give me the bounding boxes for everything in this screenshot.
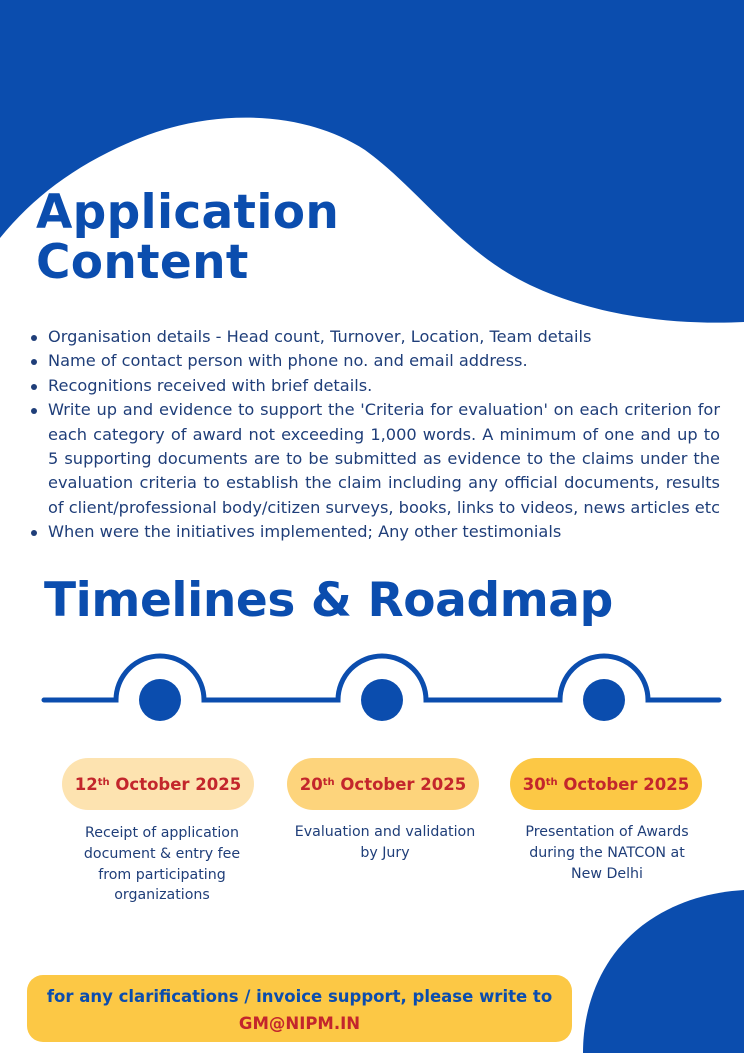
milestone-day-suffix: th	[97, 776, 110, 788]
milestone-description-2: Evaluation and validation by Jury	[294, 824, 476, 861]
milestone-month-year: October 2025	[563, 774, 690, 794]
milestone-day: 20	[299, 774, 323, 794]
milestone-date-badge-1	[62, 758, 254, 810]
timeline-title: Timelines & Roadmap	[44, 573, 613, 628]
list-item: Organisation details - Head count, Turnover, Location, Team details	[28, 325, 720, 349]
list-item: When were the initiatives implemented; Any other testimonials	[28, 520, 720, 544]
list-item: Write up and evidence to support the 'Criteria for evaluation' on each criterion for each category of award not exceeding 1,000 words. A minimum of one and up to 5 supporting documents are to be submitted as evidence to the claims under the evaluation criteria to establish the claim including any official documents, results of client/professional body/citizen surveys, books, links to videos, news articles etc	[28, 398, 720, 520]
milestone-description-1: Receipt of application document & entry fee from participating organizations	[83, 825, 241, 904]
timeline-node-2	[361, 679, 403, 721]
page-title	[36, 185, 340, 290]
milestone-day-suffix: th	[322, 776, 335, 788]
milestone-day-suffix: th	[545, 776, 558, 788]
milestone-day: 30	[522, 774, 546, 794]
contact-banner-text: for any clarifications / invoice support, please write to	[46, 987, 553, 1006]
milestone-date-badge-2	[287, 758, 479, 810]
list-item: Recognitions received with brief details.	[28, 374, 720, 398]
page-title-line-1: Application	[36, 185, 340, 240]
milestone-description-3: Presentation of Awards during the NATCON at New Delhi	[525, 824, 689, 882]
milestone-date-badge-3	[510, 758, 702, 810]
milestone-day: 12	[74, 774, 98, 794]
milestone-month-year: October 2025	[340, 774, 467, 794]
contact-banner	[27, 975, 572, 1042]
timeline-node-1	[139, 679, 181, 721]
contact-email-link[interactable]: GM@NIPM.IN	[238, 1014, 361, 1033]
list-item: Name of contact person with phone no. and email address.	[28, 349, 720, 373]
page-title-line-2: Content	[36, 235, 249, 290]
bottom-arc-shape	[583, 890, 744, 1053]
milestone-month-year: October 2025	[115, 774, 242, 794]
timeline-node-3	[583, 679, 625, 721]
application-content-list	[28, 325, 720, 545]
